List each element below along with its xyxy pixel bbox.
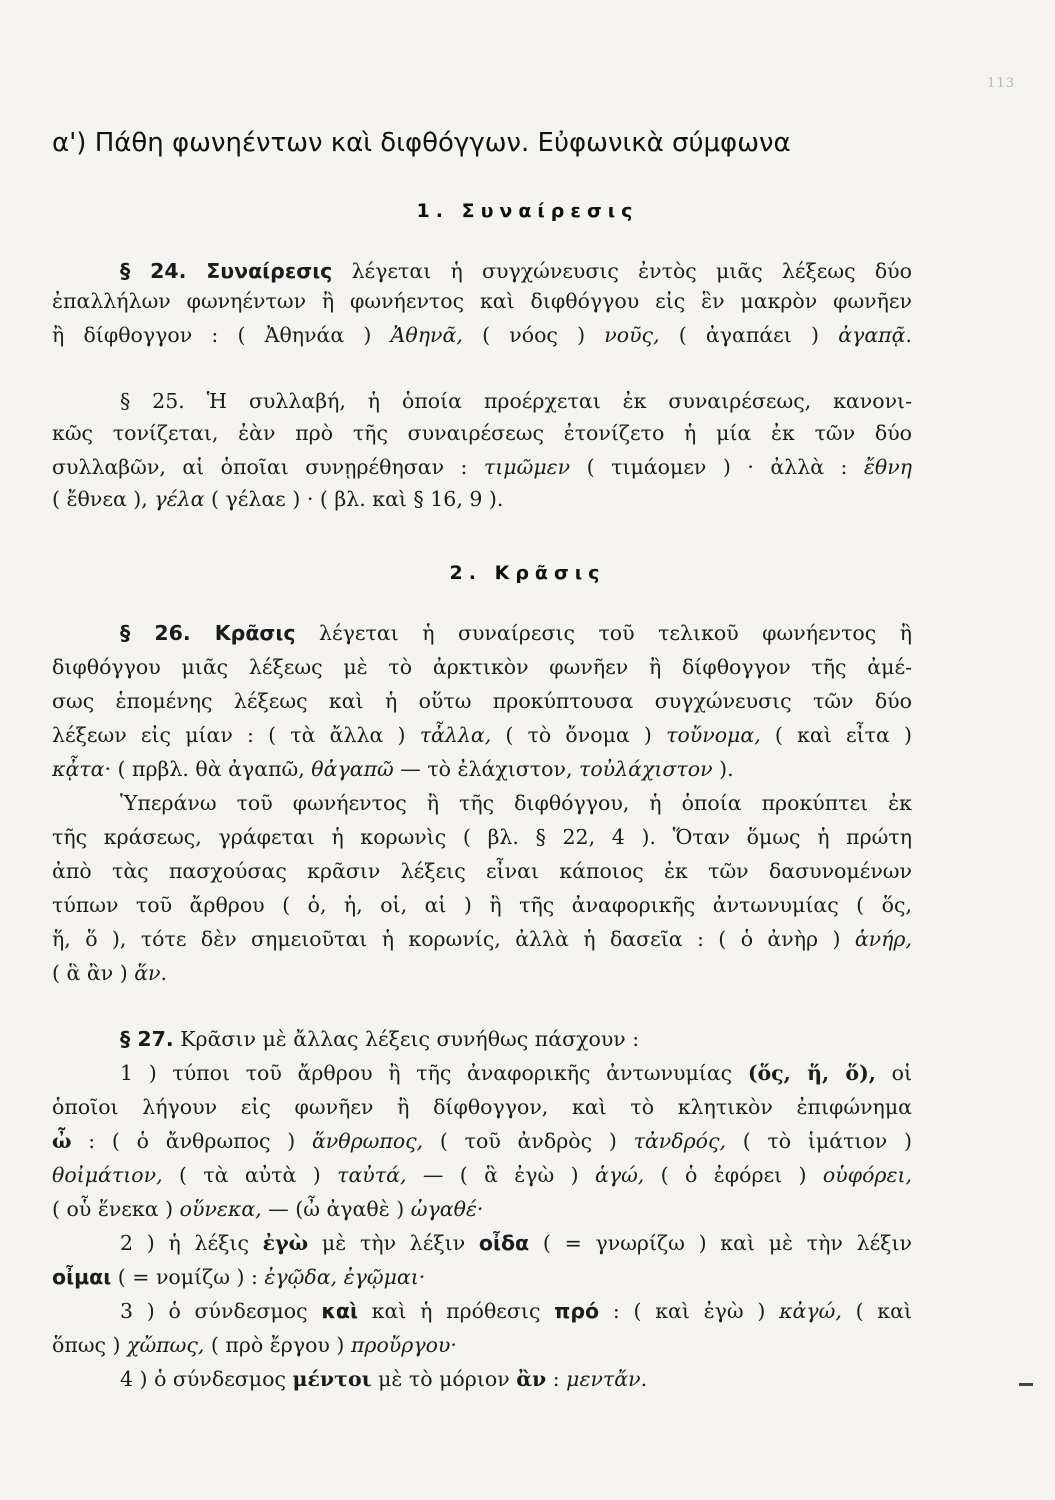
paragraph-26b-line-4: τύπων τοῦ ἄρθρου ( ὁ, ἡ, οἱ, αἱ ) ἢ τῆς ἀναφορικῆς ἀντωνυμίας ( ὅς, xyxy=(52,893,912,917)
section-heading-synairesis: 1. Συναίρεσις xyxy=(416,200,639,222)
paragraph-25-line-3: συλλαβῶν, αἱ ὁποῖαι συνῃρέθησαν : τιμῶμεν ( τιμάομεν ) · ἀλλὰ : ἔθνη xyxy=(52,455,913,479)
paragraph-27-item-3-line-1: 3 ) ὁ σύνδεσμος καὶ καὶ ἡ πρόθεσις πρό : ( καὶ ἐγὼ ) κἀγώ, ( καὶ xyxy=(120,1299,912,1323)
paragraph-25-line-1: § 25. Ἡ συλλαβή, ἡ ὁποία προέρχεται ἐκ συναιρέσεως, κανονι- xyxy=(120,389,912,413)
paragraph-26b-line-5: ἥ, ὅ ), τότε δὲν σημειοῦται ἡ κορωνίς, ἀλλὰ ἡ δασεῖα : ( ὁ ἀνὴρ ) ἁνήρ, xyxy=(52,927,912,951)
paragraph-26b-line-1: Ὑπεράνω τοῦ φωνήεντος ἢ τῆς διφθόγγου, ἡ ὁποία προκύπτει ἐκ xyxy=(120,791,912,815)
paragraph-25-line-4: ( ἔθνεα ), γέλα ( γέλαε ) · ( βλ. καὶ § 16, 9 ). xyxy=(52,487,504,511)
paragraph-26b-line-3: ἀπὸ τὰς πασχούσας κρᾶσιν λέξεις εἶναι κάποιος ἐκ τῶν δασυνομένων xyxy=(52,859,912,883)
paragraph-24-line-3: ἢ δίφθογγον : ( Ἀθηνάα ) Ἀθηνᾶ, ( νόος ) νοῦς, ( ἀγαπάει ) ἀγαπᾷ. xyxy=(52,323,912,347)
paragraph-26-line-5: κᾆτα· ( πρβλ. θὰ ἀγαπῶ, θἀγαπῶ — τὸ ἐλάχιστον, τοὐλάχιστον ). xyxy=(52,757,734,781)
paragraph-27-item-1-line-3: ὦ : ( ὁ ἄνθρωπος ) ἅνθρωπος, ( τοῦ ἀνδρὸς ) τἀνδρός, ( τὸ ἱμάτιον ) xyxy=(52,1129,913,1153)
paragraph-27-item-1-line-1: 1 ) τύποι τοῦ ἄρθρου ἢ τῆς ἀναφορικῆς ἀντωνυμίας (ὅς, ἥ, ὅ), οἱ xyxy=(120,1061,912,1085)
paragraph-27-line-1: § 27. Κρᾶσιν μὲ ἄλλας λέξεις συνήθως πάσχουν : xyxy=(120,1027,640,1051)
paragraph-24-line-2: ἐπαλλήλων φωνηέντων ἢ φωνήεντος καὶ διφθόγγου εἰς ἓν μακρὸν φωνῆεν xyxy=(52,289,912,313)
paragraph-27-item-1-line-5: ( οὗ ἕνεκα ) οὕνεκα, — (ὦ ἀγαθὲ ) ὠγαθέ· xyxy=(52,1197,484,1221)
paragraph-27-item-1-line-4: θοἰμάτιον, ( τὰ αὐτὰ ) ταὐτά, — ( ἃ ἐγὼ ) ἁγώ, ( ὁ ἐφόρει ) οὑφόρει, xyxy=(52,1163,913,1187)
chapter-title: α') Πάθη φωνηέντων καὶ διφθόγγων. Εὐφωνικὰ σύμφωνα xyxy=(52,128,791,158)
paragraph-25-line-2: κῶς τονίζεται, ἐὰν πρὸ τῆς συναιρέσεως ἐτονίζετο ἡ μία ἐκ τῶν δύο xyxy=(52,421,912,445)
paragraph-26b-line-2: τῆς κράσεως, γράφεται ἡ κορωνὶς ( βλ. § 22, 4 ). Ὅταν ὅμως ἡ πρώτη xyxy=(52,825,912,849)
paragraph-27-item-3-line-2: ὅπως ) χὤπως, ( πρὸ ἔργου ) προὔργου· xyxy=(52,1333,457,1357)
margin-mark xyxy=(1019,1383,1033,1386)
paragraph-26-line-2: διφθόγγου μιᾶς λέξεως μὲ τὸ ἀρκτικὸν φωνῆεν ἢ δίφθογγον τῆς ἀμέ- xyxy=(52,655,912,679)
paragraph-27-item-2-line-1: 2 ) ἡ λέξις ἐγὼ μὲ τὴν λέξιν οἶδα ( = γνωρίζω ) καὶ μὲ τὴν λέξιν xyxy=(120,1231,912,1255)
paragraph-27-item-2-line-2: οἶμαι ( = νομίζω ) : ἐγῷδα, ἐγῷμαι· xyxy=(52,1265,426,1289)
page-number: 113 xyxy=(987,76,1015,91)
paragraph-26-line-4: λέξεων εἰς μίαν : ( τὰ ἄλλα ) τἆλλα, ( τὸ ὄνομα ) τοὔνομα, ( καὶ εἶτα ) xyxy=(52,723,912,747)
paragraph-26-line-1: § 26. Κρᾶσις λέγεται ἡ συναίρεσις τοῦ τελικοῦ φωνήεντος ἢ xyxy=(120,621,912,645)
paragraph-24-line-1: § 24. Συναίρεσις λέγεται ἡ συγχώνευσις ἐντὸς μιᾶς λέξεως δύο xyxy=(120,259,912,283)
paragraph-27-item-1-line-2: ὁποῖοι λήγουν εἰς φωνῆεν ἢ δίφθογγον, καὶ τὸ κλητικὸν ἐπιφώνημα xyxy=(52,1095,912,1119)
paragraph-27-item-4-line-1: 4 ) ὁ σύνδεσμος μέντοι μὲ τὸ μόριον ἂν : μεντἄν. xyxy=(120,1367,648,1391)
paragraph-26b-line-6: ( ἃ ἂν ) ἅν. xyxy=(52,961,168,985)
paragraph-26-line-3: σως ἑπομένης λέξεως καὶ ἡ οὕτω προκύπτουσα συγχώνευσις τῶν δύο xyxy=(52,689,912,713)
section-heading-krasis: 2. Κρᾶσις xyxy=(449,562,606,584)
